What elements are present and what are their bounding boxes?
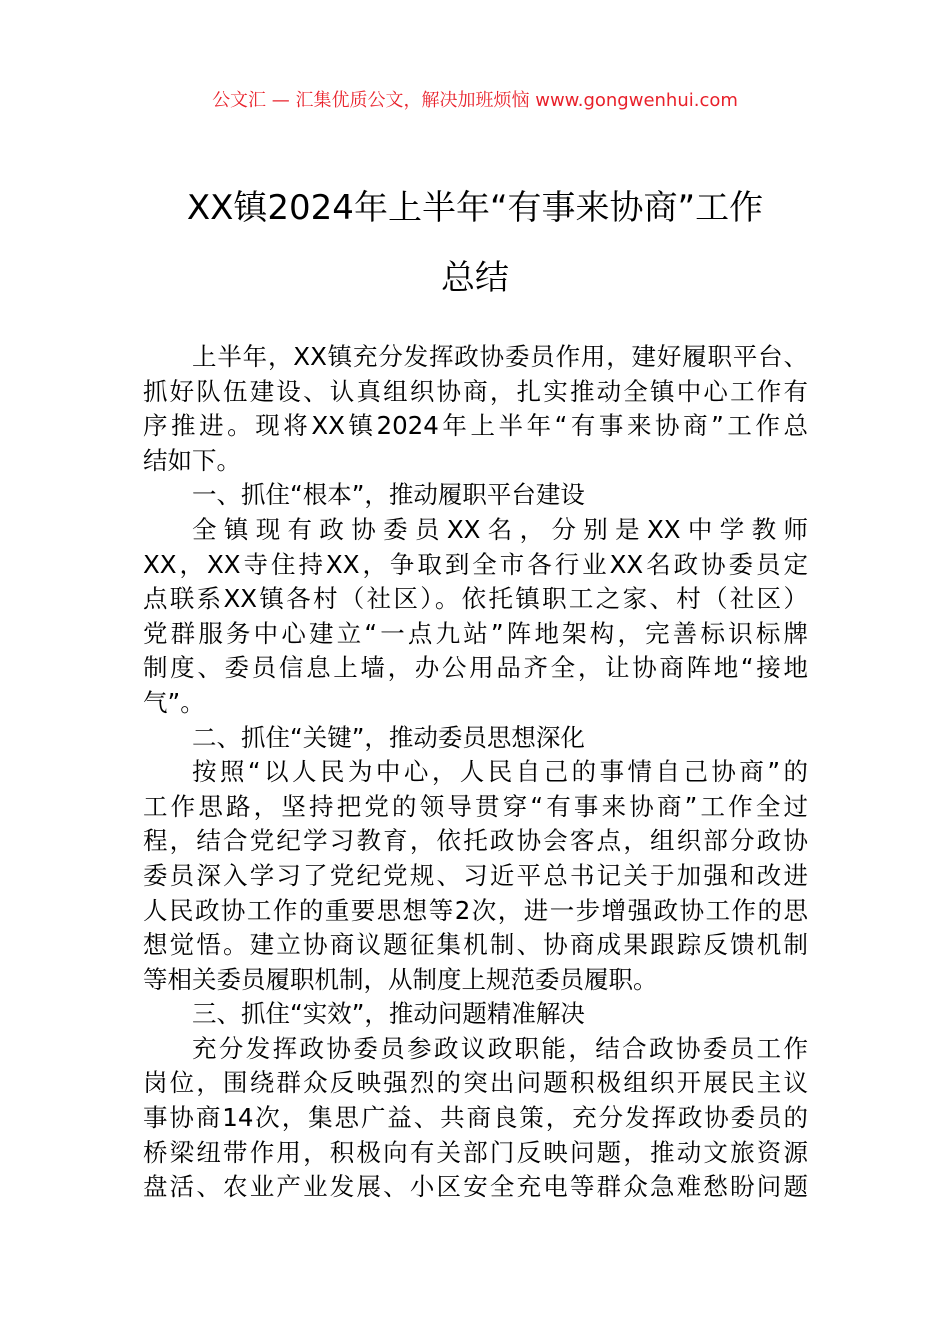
body-line: 气”。 [143, 687, 205, 717]
body-line: 事协商14次，集思广益、共商良策，充分发挥政协委员的 [143, 1103, 808, 1133]
document-body [143, 340, 808, 1205]
body-line: 党群服务中心建立“一点九站”阵地架构，完善标识标牌 [143, 618, 808, 648]
body-line: 等相关委员履职机制，从制度上规范委员履职。 [143, 964, 658, 994]
body-line: 制度、委员信息上墙，办公用品齐全，让协商阵地“接地 [143, 653, 808, 683]
body-line: 岗位，围绕群众反映强烈的突出问题积极组织开展民主议 [143, 1068, 808, 1098]
body-line: 盘活、农业产业发展、小区安全充电等群众急难愁盼问题 [143, 1172, 808, 1202]
body-line: 按照“以人民为中心，人民自己的事情自己协商”的 [192, 757, 808, 787]
body-line: 序推进。现将XX镇2024年上半年“有事来协商”工作总 [143, 411, 808, 441]
body-line: 上半年，XX镇充分发挥政协委员作用，建好履职平台、 [192, 342, 808, 371]
body-line: 程，结合党纪学习教育，依托政协会客点，组织部分政协 [143, 826, 808, 856]
body-line: 结如下。 [143, 445, 241, 475]
section-heading-2: 二、抓住“关键”，推动委员思想深化 [192, 722, 585, 752]
body-line: 点联系XX镇各村（社区）。依托镇职工之家、村（社区） [143, 584, 808, 614]
body-line: 抓好队伍建设、认真组织协商，扎实推动全镇中心工作有 [143, 376, 808, 406]
body-line: 想觉悟。建立协商议题征集机制、协商成果跟踪反馈机制 [143, 930, 808, 960]
site-banner: 公文汇 — 汇集优质公文，解决加班烦恼 www.gongwenhui.com [212, 90, 738, 111]
body-line: 桥梁纽带作用，积极向有关部门反映问题，推动文旅资源 [143, 1137, 808, 1167]
body-line: 委员深入学习了党纪党规、习近平总书记关于加强和改进 [143, 860, 808, 890]
body-line: 充分发挥政协委员参政议政职能，结合政协委员工作 [192, 1033, 808, 1063]
body-line: 全镇现有政协委员XX名，分别是XX中学教师 [192, 514, 808, 544]
section-heading-3: 三、抓住“实效”，推动问题精准解决 [192, 999, 585, 1029]
document-title-line-1: XX镇2024年上半年“有事来协商”工作 [186, 188, 764, 228]
document-title-line-2: 总结 [441, 258, 509, 298]
section-heading-1: 一、抓住“根本”，推动履职平台建设 [192, 480, 585, 510]
body-line: XX，XX寺住持XX，争取到全市各行业XX名政协委员定 [143, 549, 808, 579]
body-line: 人民政协工作的重要思想等2次，进一步增强政协工作的思 [143, 895, 808, 925]
body-line: 工作思路，坚持把党的领导贯穿“有事来协商”工作全过 [143, 791, 808, 821]
